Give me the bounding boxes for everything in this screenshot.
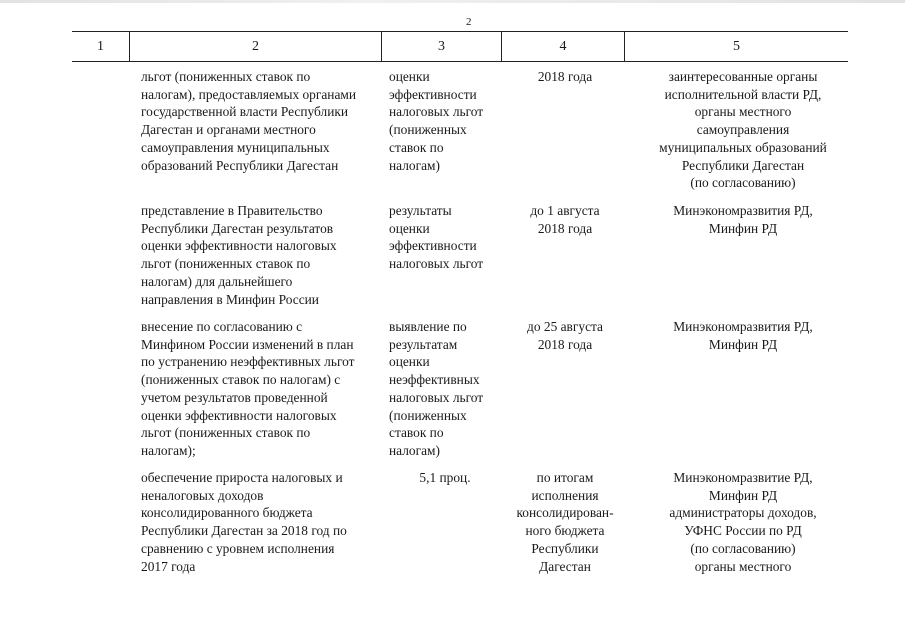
text-line: до 25 августа: [527, 319, 603, 334]
text-line: результатам: [389, 336, 458, 352]
text-line: 2018 года: [537, 69, 593, 84]
text-line: направления в Минфин России: [141, 291, 319, 307]
text-line: эффективности: [389, 238, 477, 254]
text-line: Республики Дагестан результатов: [141, 220, 334, 236]
deadline-cell: [504, 202, 626, 237]
text-line: по итогам: [536, 470, 594, 485]
text-line: оценки: [389, 220, 430, 236]
indicator-cell: [389, 68, 501, 174]
scan-edge: [0, 0, 905, 3]
text-line: неналоговых доходов: [141, 487, 264, 503]
text-line: оценки: [389, 69, 430, 84]
text-line: 5,1 проц.: [419, 470, 471, 485]
text-line: льгот (пониженных ставок по: [141, 256, 311, 272]
text-line: налогам): [389, 442, 440, 458]
text-line: до 1 августа: [530, 203, 600, 218]
text-line: 2018 года: [537, 336, 593, 352]
text-line: органы местного: [694, 558, 792, 574]
measure-cell: [141, 469, 384, 575]
table-header-row: [72, 31, 848, 62]
header-col-3: 3: [438, 39, 445, 54]
text-line: внесение по согласованию с: [141, 319, 303, 334]
text-line: сравнению с уровнем исполнения: [141, 540, 335, 556]
text-line: самоуправления: [696, 122, 790, 138]
text-line: муниципальных образований: [659, 139, 827, 155]
indicator-cell: [389, 202, 501, 273]
text-line: Минфином России изменений в план: [141, 336, 354, 352]
deadline-cell: [504, 318, 626, 353]
text-line: оценки эффективности налоговых: [141, 407, 337, 423]
text-line: Минэкономразвития РД,: [673, 319, 813, 334]
header-col-2: 2: [252, 39, 259, 54]
responsible-cell: [638, 318, 848, 353]
text-line: заинтересованные органы: [668, 69, 818, 84]
measure-cell: [141, 202, 384, 308]
text-line: обеспечение прироста налоговых и: [141, 470, 343, 485]
text-line: ставок по: [389, 139, 444, 155]
text-line: консолидирован-: [516, 505, 614, 521]
text-line: Минфин РД: [708, 220, 778, 236]
text-line: представление в Правительство: [141, 203, 323, 218]
text-line: налогам);: [141, 442, 196, 458]
text-line: оценки: [389, 354, 430, 370]
text-line: Минфин РД: [708, 336, 778, 352]
page-number: 2: [466, 16, 472, 28]
text-line: неэффективных: [389, 372, 480, 388]
text-line: (пониженных: [389, 407, 467, 423]
text-line: ставок по: [389, 425, 444, 441]
text-line: Республики Дагестан: [681, 157, 805, 173]
text-line: Минфин РД: [708, 487, 778, 503]
text-line: образований Республики Дагестан: [141, 157, 339, 173]
text-line: Минэкономразвития РД,: [673, 203, 813, 218]
text-line: Минэкономразвитие РД,: [673, 470, 813, 485]
text-line: льгот (пониженных ставок по: [141, 425, 311, 441]
text-line: льгот (пониженных ставок по: [141, 69, 311, 84]
deadline-cell: [504, 469, 626, 575]
text-line: налогам), предоставляемых органами: [141, 86, 357, 102]
text-line: налоговых льгот: [389, 389, 484, 405]
responsible-cell: [638, 68, 848, 192]
text-line: ного бюджета: [525, 523, 605, 539]
text-line: (по согласованию): [690, 540, 796, 556]
responsible-cell: [638, 202, 848, 237]
text-line: налоговых льгот: [389, 256, 484, 272]
text-line: исполнительной власти РД,: [664, 86, 822, 102]
text-line: администраторы доходов,: [669, 505, 817, 521]
header-col-5: 5: [733, 39, 740, 54]
text-line: налогам) для дальнейшего: [141, 273, 293, 289]
measure-cell: [141, 68, 384, 174]
text-line: Республики: [531, 540, 599, 556]
text-line: государственной власти Республики: [141, 104, 349, 120]
header-col-1: 1: [97, 39, 104, 54]
plan-table: [72, 31, 848, 62]
header-col-4: 4: [559, 39, 567, 54]
text-line: органы местного: [694, 104, 792, 120]
text-line: налогам): [389, 157, 440, 173]
text-line: самоуправления муниципальных: [141, 139, 330, 155]
text-line: эффективности: [389, 86, 477, 102]
responsible-cell: [638, 469, 848, 575]
indicator-cell: [389, 469, 501, 487]
indicator-cell: [389, 318, 501, 460]
text-line: исполнения: [531, 487, 599, 503]
text-line: по устранению неэффективных льгот: [141, 354, 355, 370]
text-line: УФНС России по РД: [684, 523, 802, 539]
text-line: консолидированного бюджета: [141, 505, 313, 521]
text-line: оценки эффективности налоговых: [141, 238, 337, 254]
text-line: (пониженных ставок по налогам) с: [141, 372, 341, 388]
text-line: (пониженных: [389, 122, 467, 138]
text-line: Республики Дагестан за 2018 год по: [141, 523, 347, 539]
text-line: 2017 года: [141, 558, 196, 574]
text-line: учетом результатов проведенной: [141, 389, 328, 405]
text-line: результаты: [389, 203, 452, 218]
text-line: Дагестан: [539, 558, 591, 574]
text-line: выявление по: [389, 319, 467, 334]
measure-cell: [141, 318, 384, 460]
text-line: Дагестан и органами местного: [141, 122, 316, 138]
text-line: 2018 года: [537, 220, 593, 236]
deadline-cell: [504, 68, 626, 86]
text-line: налоговых льгот: [389, 104, 484, 120]
text-line: (по согласованию): [690, 175, 796, 191]
